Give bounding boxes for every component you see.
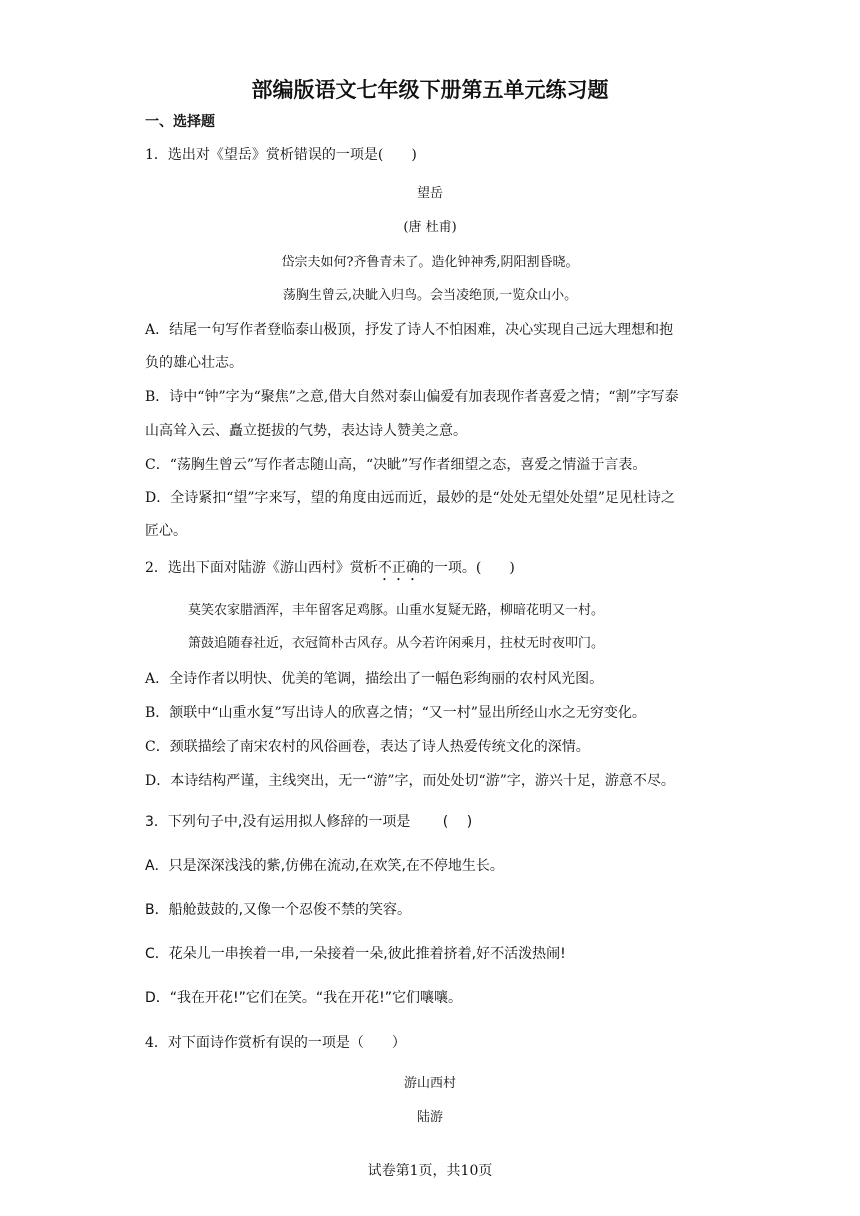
- q1-option-c: C．“荡胸生曾云”写作者志随山高，“决眦”写作者细望之态，喜爱之情溢于言表。: [145, 457, 647, 473]
- q3-option-c: C．花朵儿一串挨着一串,一朵接着一朵,彼此推着挤着,好不活泼热闹!: [145, 946, 566, 962]
- q3-option-b: B．船舱鼓鼓的,又像一个忍俊不禁的笑容。: [145, 902, 412, 918]
- q1-option-b-line-1: B．诗中“钟”字为“聚焦”之意,借大自然对泰山偏爱有加表现作者喜爱之情；“割”字写泰: [145, 389, 679, 405]
- q2-option-a: A．全诗作者以明快、优美的笔调，描绘出了一幅色彩绚丽的农村风光图。: [145, 671, 604, 687]
- q2-option-c: C．颈联描绘了南宋农村的风俗画卷，表达了诗人热爱传统文化的深情。: [145, 739, 590, 755]
- q2-poem-line-1: 莫笑农家腊酒浑，丰年留客足鸡豚。山重水复疑无路，柳暗花明又一村。: [188, 603, 605, 618]
- q2-stem-suffix: 的一项。( ): [419, 560, 515, 576]
- page-title: 部编版语文七年级下册第五单元练习题: [251, 78, 609, 102]
- q2-option-d: D．本诗结构严谨，主线突出，无一“游”字，而处处切“游”字，游兴十足，游意不尽。: [145, 773, 675, 789]
- q2-stem-prefix: 2．选出下面对陆游《游山西村》赏析: [145, 560, 378, 576]
- q4-poem-author: 陆游: [416, 1110, 443, 1125]
- question-3-stem: 3．下列句子中,没有运用拟人修辞的一项是 ( ): [145, 814, 473, 830]
- question-2-stem: [145, 558, 515, 584]
- q3-option-a: A．只是深深浅浅的紫,仿佛在流动,在欢笑,在不停地生长。: [145, 858, 504, 874]
- q1-option-d-line-1: D．全诗紧扣“望”字来写，望的角度由远而近，最妙的是“处处无望处处望”足见杜诗之: [145, 490, 675, 506]
- q2-poem-line-2: 箫鼓追随春社近，衣冠简朴古风存。从今若许闲乘月，拄杖无时夜叩门。: [188, 636, 605, 651]
- q1-option-d-line-2: 匠心。: [145, 523, 187, 539]
- q1-option-b-line-2: 山高耸入云、矗立挺拔的气势，表达诗人赞美之意。: [145, 423, 467, 439]
- question-1-stem: 1．选出对《望岳》赏析错误的一项是( ): [145, 147, 417, 163]
- q4-poem-title: 游山西村: [403, 1076, 456, 1091]
- q1-poem-line-1: 岱宗夫如何?齐鲁青未了。造化钟神秀,阴阳割昏晓。: [281, 255, 579, 270]
- q3-option-d: D．“我在开花!”它们在笑。“我在开花!”它们嚷嚷。: [145, 990, 463, 1006]
- q1-poem-title: 望岳: [416, 186, 443, 201]
- q1-option-a-line-1: A．结尾一句写作者登临泰山极顶，抒发了诗人不怕困难，决心实现自己远大理想和抱: [145, 322, 674, 338]
- page-footer: 试卷第1页，共10页: [367, 1163, 493, 1179]
- q2-stem-emphasis: 不正确: [377, 560, 420, 576]
- question-4-stem: 4．对下面诗作赏析有误的一项是（ ）: [145, 1035, 406, 1051]
- q1-poem-line-2: 荡胸生曾云,决眦入归鸟。会当凌绝顶,一览众山小。: [282, 288, 578, 303]
- q2-option-b: B．颔联中“山重水复”写出诗人的欣喜之情；“又一村”显出所经山水之无穷变化。: [145, 705, 646, 721]
- q1-option-a-line-2: 负的雄心壮志。: [145, 355, 243, 371]
- q1-poem-author: (唐 杜甫): [403, 220, 457, 235]
- section-heading: 一、选择题: [145, 114, 215, 130]
